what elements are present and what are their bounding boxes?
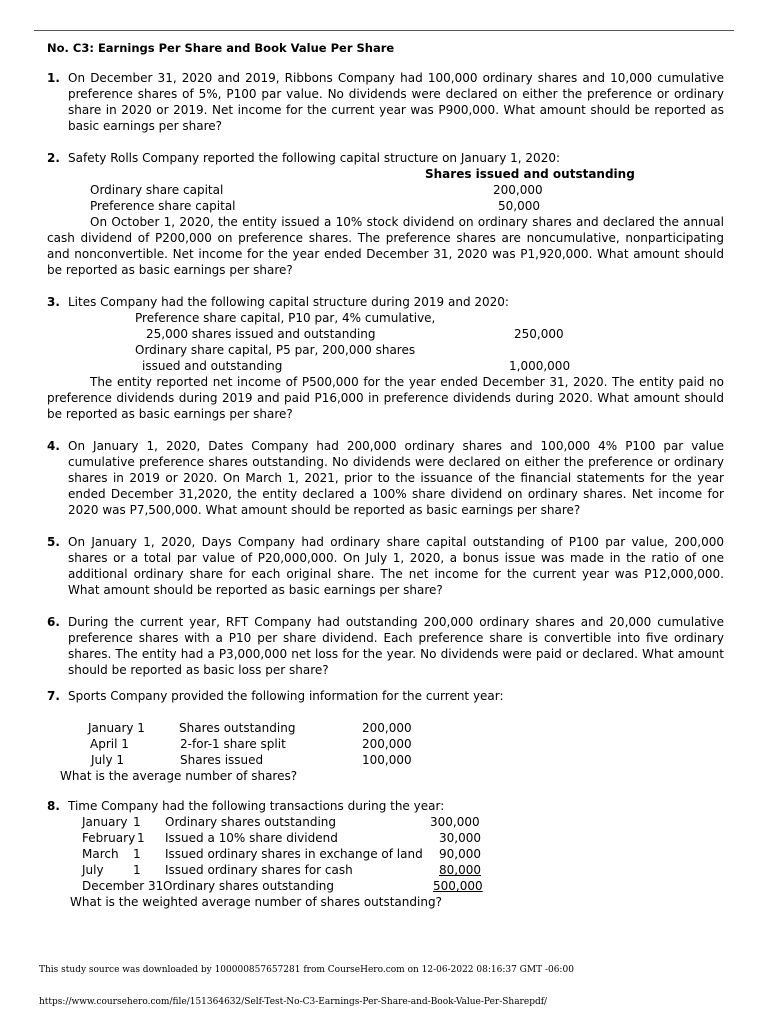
row-value: 200,000 bbox=[493, 183, 543, 197]
row-label: Ordinary share capital bbox=[90, 183, 224, 197]
question-text: During the current year, RFT Company had outstanding 200,000 ordinary shares and 20,000 cumulative preference shares with a P10 per share dividend. Each preference share is convertible into five ordinary shares. The entity had a P3,000,000 net loss for the year. No dividends were paid or declared. What amount should be reported as basic loss per share? bbox=[68, 615, 724, 677]
column-header: Shares issued and outstanding bbox=[425, 167, 635, 181]
question-text: On January 1, 2020, Dates Company had 200,000 ordinary shares and 100,000 4% P100 par value cumulative preference shares outstanding. No dividends were declared on either the preference or ordinary shares in 2019 or 2020. On March 1, 2021, prior to the issuance of the financial statements for the year ended December 31,2020, the entity declared a 100% share dividend on ordinary shares. Net income for 2020 was P7,500,000. What amount should be reported as basic earnings per share? bbox=[68, 439, 724, 517]
row-month: July bbox=[82, 863, 104, 877]
row-desc: Shares issued bbox=[180, 753, 264, 767]
row-value: 50,000 bbox=[498, 199, 540, 213]
question-text: On December 31, 2020 and 2019, Ribbons Company had 100,000 ordinary shares and 10,000 cumulative preference shares of 5%, P100 par value. No dividends were declared on either the preference or ordinary share in 2020 or 2019. Net income for the current year was P900,000. What amount should be reported as basic earnings per share? bbox=[68, 71, 724, 133]
row-label: Preference share capital bbox=[90, 199, 236, 213]
row-desc: Shares outstanding bbox=[179, 721, 296, 735]
row-desc: Issued ordinary shares for cash bbox=[165, 863, 353, 877]
question-number: 6. bbox=[47, 615, 60, 629]
table-row bbox=[47, 752, 724, 768]
row-label: issued and outstanding bbox=[142, 359, 283, 373]
question-6 bbox=[47, 614, 724, 678]
row-desc: Ordinary shares outstanding bbox=[163, 879, 334, 893]
row-label: 25,000 shares issued and outstanding bbox=[146, 327, 376, 341]
row-date: April 1 bbox=[90, 737, 129, 751]
question-text: On October 1, 2020, the entity issued a 10% stock dividend on ordinary shares and declared the annual cash dividend of P200,000 on preference shares. The preference shares are noncumulative, nonparticipating and nonconvertible. Net income for the year ended December 31, 2020 was P1,920,000. What amount should be reported as basic earnings per share? bbox=[47, 215, 724, 277]
question-number: 7. bbox=[47, 689, 60, 703]
question-prompt: What is the average number of shares? bbox=[60, 769, 298, 783]
question-number: 2. bbox=[47, 151, 60, 165]
row-day: 1 bbox=[133, 847, 141, 861]
row-value: 250,000 bbox=[514, 327, 564, 341]
source-url[interactable]: https://www.coursehero.com/file/151364632/Self-Test-No-C3-Earnings-Per-Share-and-Book-Value-Per-Sharepdf/ bbox=[39, 997, 548, 1007]
table-row bbox=[47, 310, 724, 326]
question-number: 1. bbox=[47, 71, 60, 85]
row-day: 1 bbox=[133, 863, 141, 877]
row-desc: 2-for-1 share split bbox=[180, 737, 286, 751]
row-desc: Issued a 10% share dividend bbox=[165, 831, 338, 845]
row-value: 200,000 bbox=[362, 737, 412, 751]
question-intro: Time Company had the following transactions during the year: bbox=[68, 799, 445, 813]
question-8 bbox=[47, 798, 724, 814]
row-month: March bbox=[82, 847, 119, 861]
table-row bbox=[47, 830, 724, 846]
download-notice: This study source was downloaded by 100000857657281 from CourseHero.com on 12-06-2022 08:16:37 GMT -06:00 bbox=[39, 965, 574, 975]
row-value: 300,000 bbox=[430, 815, 480, 829]
row-value: 90,000 bbox=[439, 847, 481, 861]
table-row bbox=[47, 846, 724, 862]
question-prompt: What is the weighted average number of shares outstanding? bbox=[70, 895, 442, 909]
row-day: 1 bbox=[133, 815, 141, 829]
table-row bbox=[47, 878, 724, 894]
row-label: Preference share capital, P10 par, 4% cumulative, bbox=[135, 311, 436, 325]
question-number: 3. bbox=[47, 295, 60, 309]
row-value: 80,000 bbox=[439, 863, 481, 877]
question-number: 8. bbox=[47, 799, 60, 813]
table-row bbox=[47, 198, 724, 214]
question-3 bbox=[47, 294, 724, 422]
row-value: 30,000 bbox=[439, 831, 481, 845]
row-desc: Issued ordinary shares in exchange of land bbox=[165, 847, 423, 861]
table-row bbox=[47, 862, 724, 878]
question-number: 5. bbox=[47, 535, 60, 549]
question-intro: Safety Rolls Company reported the following capital structure on January 1, 2020: bbox=[68, 151, 561, 165]
row-value: 100,000 bbox=[362, 753, 412, 767]
row-label: Ordinary share capital, P5 par, 200,000 shares bbox=[135, 343, 416, 357]
table-row bbox=[47, 342, 724, 358]
table-row bbox=[47, 358, 724, 374]
question-8-table bbox=[47, 814, 724, 910]
page-title: No. C3: Earnings Per Share and Book Value Per Share bbox=[47, 41, 395, 55]
question-intro: Sports Company provided the following information for the current year: bbox=[68, 689, 504, 703]
row-value: 200,000 bbox=[362, 721, 412, 735]
table-header-row bbox=[47, 166, 724, 182]
table-row bbox=[47, 814, 724, 830]
question-number: 4. bbox=[47, 439, 60, 453]
question-prompt-row bbox=[47, 894, 724, 910]
question-4 bbox=[47, 438, 724, 518]
question-text: The entity reported net income of P500,000 for the year ended December 31, 2020. The entity paid no preference dividends during 2019 and paid P16,000 in preference dividends during 2020. What amount should be reported as basic earnings per share? bbox=[47, 375, 724, 421]
question-1 bbox=[47, 70, 724, 134]
table-row bbox=[47, 182, 724, 198]
table-row bbox=[47, 720, 724, 736]
row-date: January 1 bbox=[88, 721, 145, 735]
question-2 bbox=[47, 150, 724, 278]
question-prompt-row bbox=[47, 768, 724, 784]
question-7 bbox=[47, 688, 724, 704]
question-7-table bbox=[47, 720, 724, 784]
row-date: July 1 bbox=[91, 753, 125, 767]
row-value: 500,000 bbox=[433, 879, 483, 893]
table-row bbox=[47, 736, 724, 752]
row-value: 1,000,000 bbox=[509, 359, 571, 373]
row-month: January bbox=[82, 815, 128, 829]
question-intro: Lites Company had the following capital structure during 2019 and 2020: bbox=[68, 295, 509, 309]
row-month: December 31 bbox=[82, 879, 164, 893]
question-text: On January 1, 2020, Days Company had ordinary share capital outstanding of P100 par value, 200,000 shares or a total par value of P20,000,000. On July 1, 2020, a bonus issue was made in the ratio of one additional ordinary share for each original share. The net income for the current year was P12,000,000. What amount should be reported as basic earnings per share? bbox=[68, 535, 724, 597]
question-5 bbox=[47, 534, 724, 598]
row-day: 1 bbox=[137, 831, 145, 845]
top-rule bbox=[34, 30, 734, 31]
row-month: February bbox=[82, 831, 136, 845]
row-desc: Ordinary shares outstanding bbox=[165, 815, 336, 829]
table-row bbox=[47, 326, 724, 342]
